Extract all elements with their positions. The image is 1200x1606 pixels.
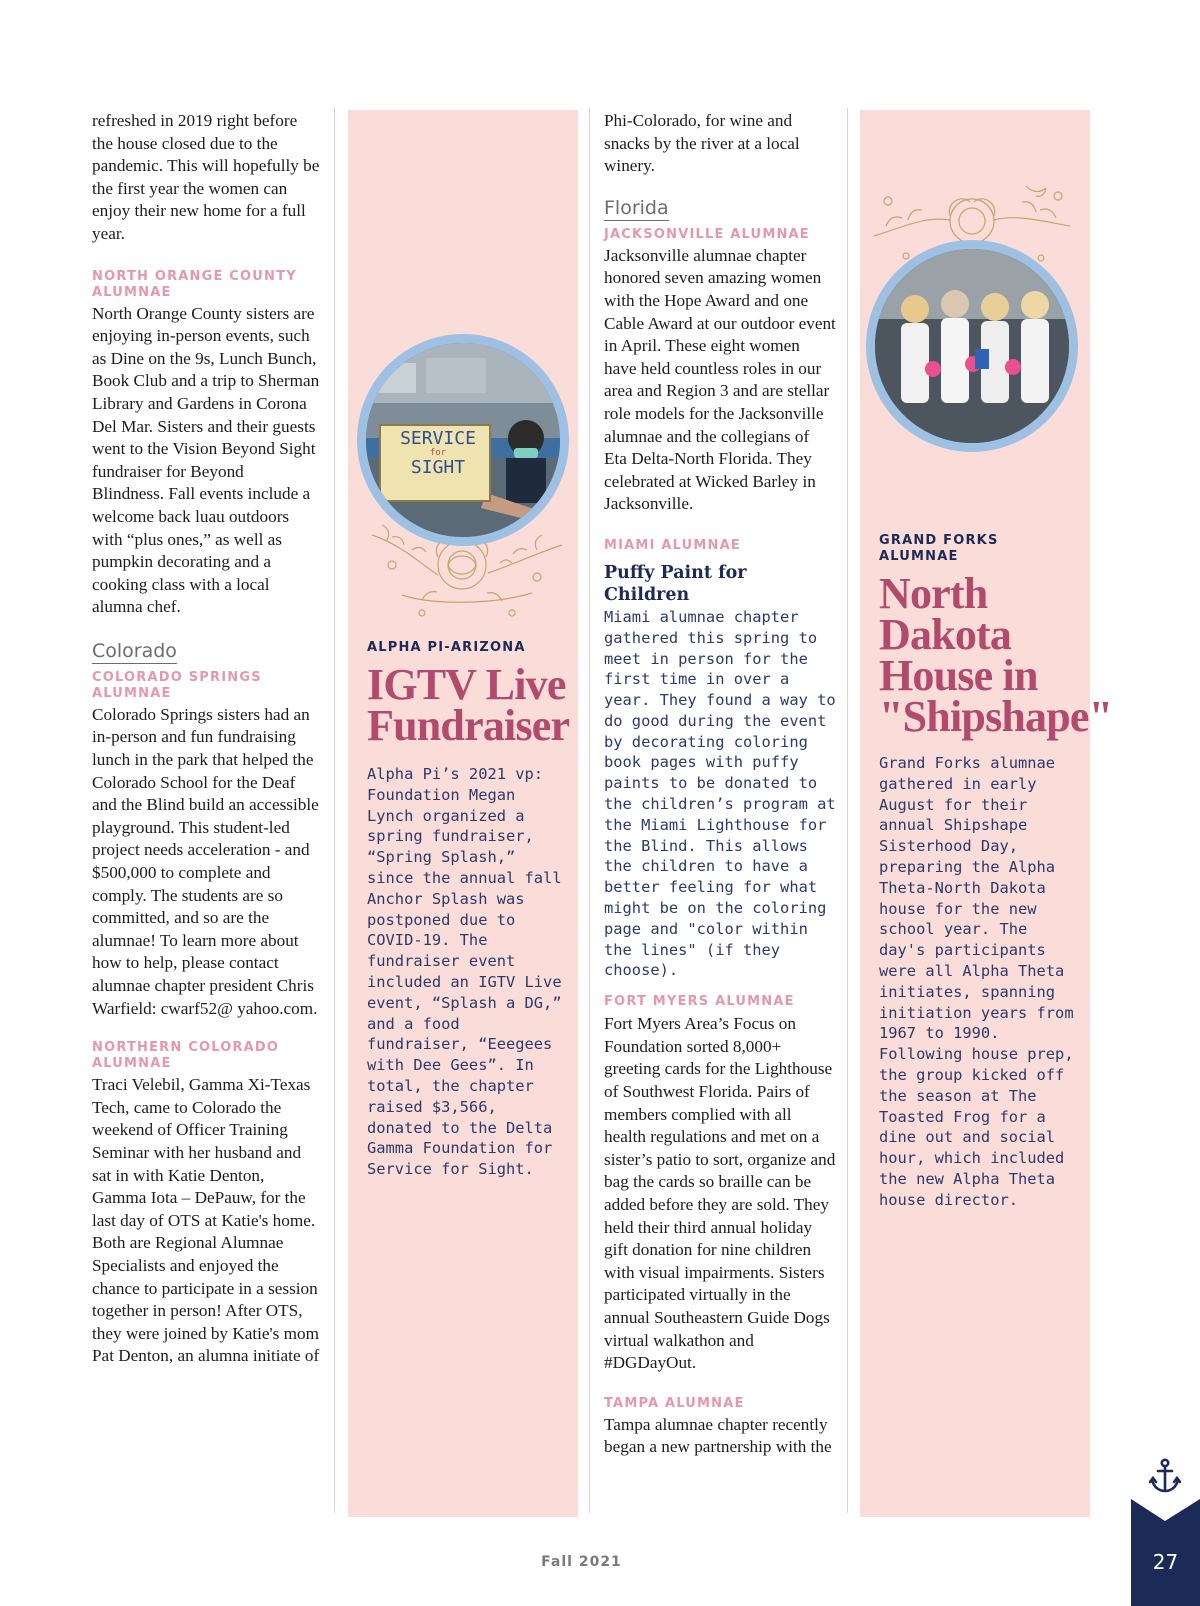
sidebar-content-grand-forks [879,533,1113,1211]
body-paragraph: Miami alumnae chapter gathered this spring to meet in person for the first time in over a year. They found a way to do good during the event by decorating coloring book pages with puffy paints to be donated to the children’s program at the Miami Lighthouse for the Blind. This allows the children to have a better feeling for what might be on the coloring page and "color within the lines" (if they choose). [604,607,836,980]
section-heading: COLORADO SPRINGS ALUMNAE [92,669,262,701]
body-paragraph: Fort Myers Area’s Focus on Foundation sorted 8,000+ greeting cards for the Lighthouse of Southwest Florida. Pairs of members complied with all health regulations and met on a sister’s patio to sort, organize and bag the cards so braille can be added before they are sold. They held their third annual holiday gift donation for nine children with visual impairments. Sisters participated virtually in the annual Southeastern Guide Dogs virtual walkathon and #DGDayOut. [604,1014,836,1373]
intro-paragraph: refreshed in 2019 right before the house closed due to the pandemic. This will hopefully be the first year the women can enjoy their new home for a full year. [92,111,320,243]
section-heading: TAMPA ALUMNAE [604,1395,745,1411]
body-paragraph: North Orange County sisters are enjoying in-person events, such as Dine on the 9s, Lunch Bunch, Book Club and a trip to Sherman Library and Gardens in Corona Del Mar. Sisters and their guests went to the Vision Beyond Sight fundraiser for Beyond Blindness. Fall events include a welcome back luau outdoors with “plus ones,” as well as pumpkin decorating and a cooking class with a local alumna chef. [92,303,320,617]
sign-text: for [429,448,447,458]
section-subheading: Puffy Paint for Children [604,562,747,605]
sidebar-kicker: GRAND FORKS ALUMNAE [879,533,999,564]
column-divider [847,108,848,1513]
column-3 [604,110,836,1459]
anchor-icon [1149,1458,1181,1494]
issue-label: Fall 2021 [541,1554,622,1570]
sidebar-title: North Dakota House in "Shipshape" [879,569,1113,741]
sign-text: SIGHT [410,457,466,478]
sign-text: SERVICE [400,428,476,449]
section-heading: NORTHERN COLORADO ALUMNAE [92,1040,280,1072]
sidebar-body: Grand Forks alumnae gathered in early August for their annual Shipshape Sisterhood Day, preparing the Alpha Theta-North Dakota house for the new school year. The day's participants were all Alpha Theta initiates, spanning initiation years from 1967 to 1990. Following house prep, the group kicked off the season at The Toasted Frog for a dine out and social hour, which included the new Alpha Theta house director. [879,754,1074,1209]
column-divider [589,108,590,1513]
sidebar-body: Alpha Pi’s 2021 vp: Foundation Megan Lynch organized a spring fundraiser, “Spring Splash,” since the annual fall Anchor Splash was postponed due to COVID-19. The fundraiser event included an IGTV Live event, “Splash a DG,” and a food fundraiser, “Eeegees with Dee Gees”. In total, the chapter raised $3,566, donated to the Delta Gamma Foundation for Service for Sight. [367,765,562,1179]
photo-grand-forks-alumnae [866,240,1078,452]
section-heading: NORTH ORANGE COUNTY ALUMNAE [92,268,297,300]
body-paragraph: Jacksonville alumnae chapter honored seven amazing women with the Hope Award and one Cable Award at our outdoor event in April. These eight women have held countless roles in our area and Region 3 and are stellar role models for the Jacksonville alumnae and the collegians of Eta Delta-North Florida. They celebrated at Wicked Barley in Jacksonville. [604,245,836,514]
sidebar-content-alpha-pi [367,640,570,1180]
photo-illustration [875,249,1069,443]
page-number: 27 [1152,1550,1179,1574]
sidebar-title: IGTV Live Fundraiser [367,660,570,750]
column-1 [92,110,320,1368]
region-heading: Florida [604,196,669,219]
body-paragraph: Tampa alumnae chapter recently began a new partnership with the [604,1414,832,1457]
body-paragraph: Traci Velebil, Gamma Xi-Texas Tech, came to Colorado the weekend of Officer Training Seminar with her husband and sat in with Katie Denton, Gamma Iota – DePauw, for the last day of OTS at Katie's home. Both are Regional Alumnae Specialists and enjoyed the chance to participate in a session together in person! After OTS, they were joined by Katie's mom Pat Denton, an alumna initiate of [92,1075,320,1366]
section-heading: JACKSONVILLE ALUMNAE [604,226,810,242]
region-heading: Colorado [92,639,177,662]
body-paragraph: Colorado Springs sisters had an in-person and fun fundraising lunch in the park that helped the Colorado School for the Deaf and the Blind build an accessible playground. This student-led project needs acceleration - and $500,000 to complete and comply. The students are so committed, and so are the alumnae! To learn more about how to help, please contact alumnae chapter president Chris Warfield: cwarf52@ yahoo.com. [92,704,319,1018]
photo-service-for-sight [357,334,569,546]
intro-paragraph: Phi-Colorado, for wine and snacks by the river at a local winery. [604,111,800,176]
sidebar-kicker: ALPHA PI-ARIZONA [367,640,526,655]
section-heading: MIAMI ALUMNAE [604,537,741,553]
column-divider [334,108,335,1513]
section-heading: FORT MYERS ALUMNAE [604,994,795,1010]
